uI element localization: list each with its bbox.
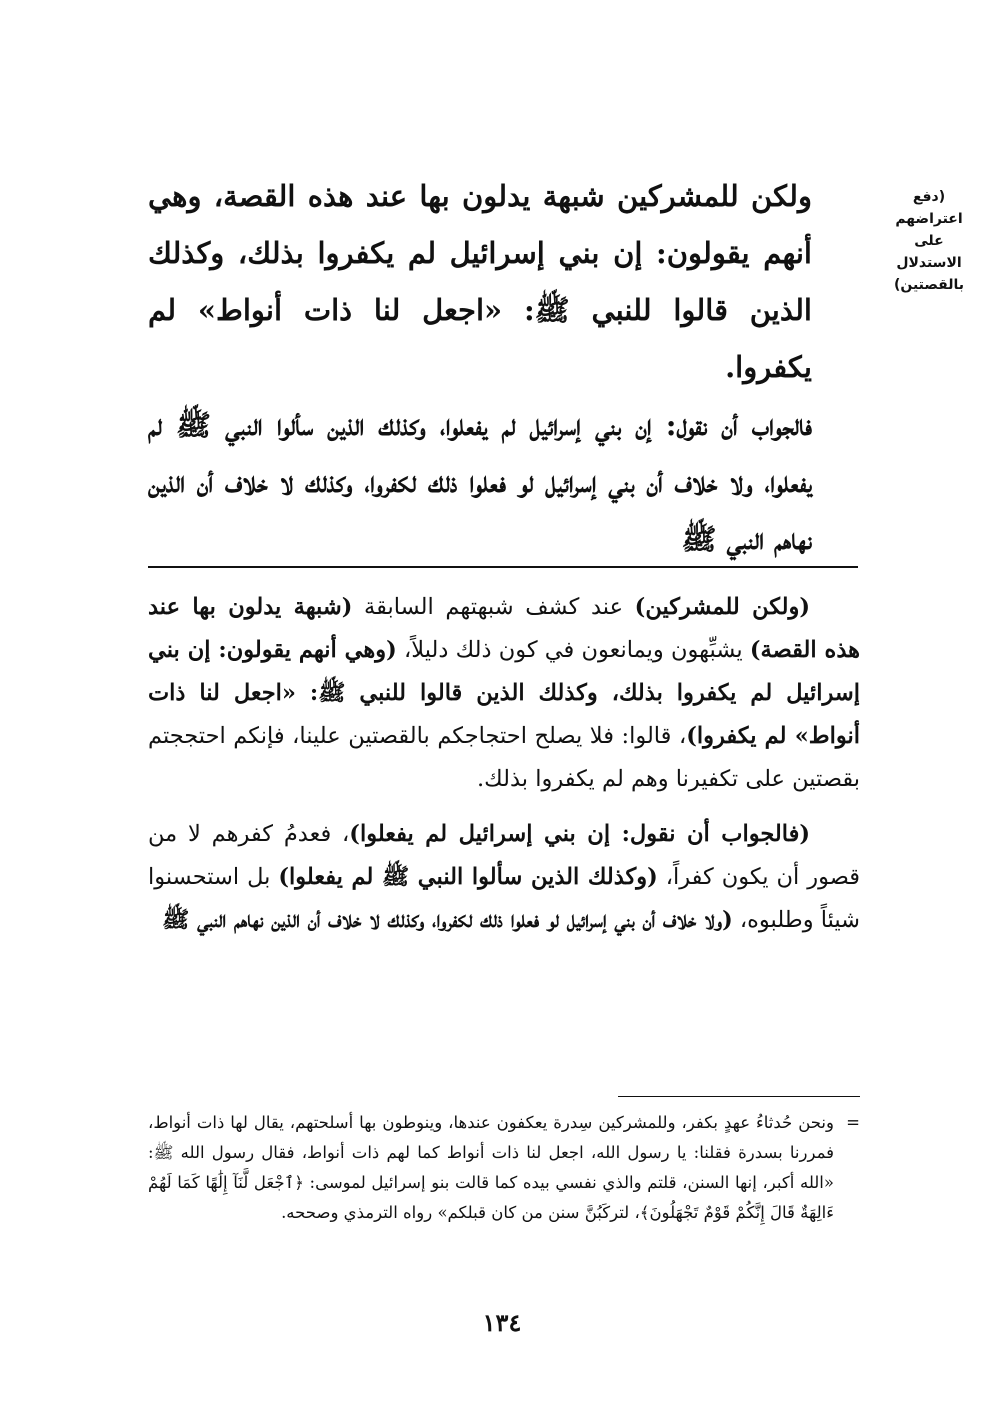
footnote-continuation-mark: =	[846, 1113, 860, 1132]
footnote-row	[148, 1108, 860, 1228]
commentary-run: يشبِّهون ويمانعون في كون ذلك دليلاً،	[396, 637, 750, 663]
footnote-divider	[618, 1096, 860, 1097]
footnote	[148, 1108, 860, 1228]
quoted-matn-run: (ولكن للمشركين)	[634, 594, 811, 620]
commentary-run: ، فعدمُ كفرهم لا من قصور أن يكون كفراً،	[148, 821, 861, 890]
quoted-matn-run: (وكذلك الذين سألوا النبي ﷺ لم يفعلوا)	[278, 864, 658, 890]
page-number: ١٣٤	[482, 1308, 522, 1337]
sharh-text	[148, 586, 860, 942]
margin-note-line: على	[914, 233, 944, 249]
matn-sharh-divider	[148, 566, 858, 568]
margin-note-line: (دفع	[912, 189, 946, 205]
margin-note-line: بالقصتين)	[893, 277, 965, 293]
commentary-run: بل استحسنوا شيئاً وطلبوه،	[148, 864, 860, 933]
margin-note-line: اعتراضهم	[895, 211, 963, 227]
matn-text	[148, 168, 870, 568]
commentary-run: عند كشف شبهتهم السابقة	[352, 594, 635, 620]
margin-note-line: الاستدلال	[896, 255, 962, 271]
sharh-paragraph-2	[148, 813, 860, 942]
quoted-matn-run: (فالجواب أن نقول: إن بني إسرائيل لم يفعلوا)	[349, 821, 810, 847]
margin-note	[888, 186, 970, 296]
footnote-text: ونحن حُدثاءُ عهدٍ بكفر، وللمشركين سِدرة يعكفون عندها، وينوطون بها أسلحتهم، يقال لها ذات أنواط، فمررنا بسدرة فقلنا: يا رسول الله، اجعل لنا ذات أنواط كما لهم ذات أنواط، فقال رسول الله ﷺ: «الله أكبر، إنها السنن، قلتم والذي نفسي بيده كما قالت بنو إسرائيل لموسى: ﴿ٱجْعَل لَّنَآ إِلَٰهًا كَمَا لَهُمْ ءَالِهَةٌ قَالَ إِنَّكُمْ قَوْمٌ تَجْهَلُونَ﴾، لتركَبُنَّ سنن من كان قبلكم» رواه الترمذي وصححه.	[148, 1113, 834, 1222]
commentary-run: ، قالوا: فلا يصلح احتجاجكم بالقصتين علينا، فإنكم احتججتم بقصتين على تكفيرنا وهم لم يكفروا بذلك.	[148, 723, 860, 792]
quoted-matn-run: (ولا خلاف أن بني إسرائيل لو فعلوا ذلك لكفروا، وكذلك لا خلاف أن الذين نهاهم النبي ﷺ	[162, 907, 733, 933]
matn-paragraph-1: ولكن للمشركين شبهة يدلون بها عند هذه القصة، وهي أنهم يقولون: إن بني إسرائيل لم يكفروا بذلك، وكذلك الذين قالوا للنبي ﷺ: «اجعل لنا ذات أنواط» لم يكفروا.	[148, 179, 812, 384]
sharh-paragraph-1	[148, 586, 860, 801]
quoted-matn-run: (شبهة يدلون بها عند هذه القصة)	[148, 594, 860, 663]
quoted-matn-run: (وهي أنهم يقولون: إن بني إسرائيل لم يكفروا بذلك، وكذلك الذين قالوا للنبي ﷺ: «اجعل لنا ذات أنواط» لم يكفروا)	[148, 637, 860, 749]
matn-paragraph-2: فالجواب أن نقول: إن بني إسرائيل لم يفعلوا، وكذلك الذين سألوا النبي ﷺ لم يفعلوا، ولا خلاف أن بني إسرائيل لو فعلوا ذلك لكفروا، وكذلك لا خلاف أن الذين نهاهم النبي ﷺ	[148, 408, 812, 556]
